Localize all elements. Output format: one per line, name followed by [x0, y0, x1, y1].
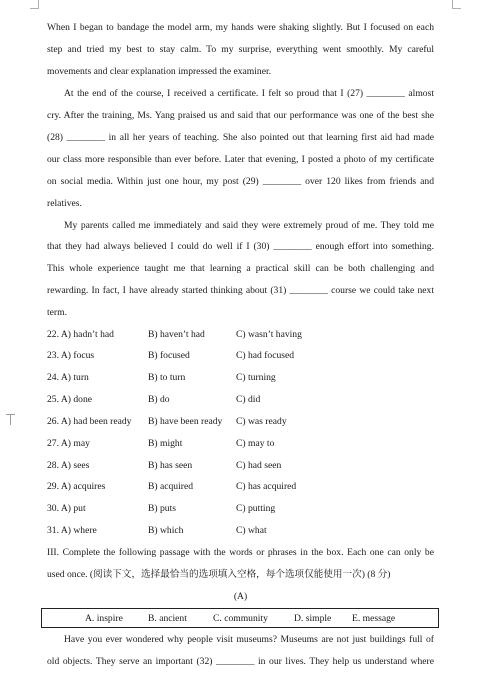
option-b[interactable]: B) to turn: [148, 372, 186, 383]
passage-line: our class more responsible than ever before. Later that evening, I posted a photo of my certificate: [47, 154, 434, 165]
passage-label: (A): [233, 591, 248, 602]
option-a[interactable]: 24. A) turn: [47, 372, 89, 383]
option-b[interactable]: B) puts: [148, 503, 176, 514]
passage-line: Have you ever wondered why people visit museums? Museums are not just buildings full of: [64, 634, 434, 645]
word-option[interactable]: B. ancient: [148, 613, 187, 624]
option-c[interactable]: C) what: [236, 525, 267, 536]
passage-line: on social media. Within just one hour, my post (29) ________ over 120 likes from friends and: [47, 176, 434, 187]
passage-line: old objects. They serve an important (32) ________ in our lives. They help us understand where: [47, 656, 434, 667]
option-b[interactable]: B) which: [148, 525, 184, 536]
margin-cross-icon: [6, 414, 16, 426]
word-option[interactable]: E. message: [352, 613, 396, 624]
option-b[interactable]: B) has seen: [148, 460, 193, 471]
passage-line: This whole experience taught me that learning a practical skill can be both challenging and: [47, 263, 434, 274]
section-instructions: III. Complete the following passage with the words or phrases in the box. Each one can only be: [47, 547, 434, 558]
option-b[interactable]: B) focused: [148, 350, 190, 361]
passage-line: At the end of the course, I received a certificate. I felt so proud that I (27) ________ almost: [64, 88, 434, 99]
option-b[interactable]: B) might: [148, 438, 183, 449]
option-c[interactable]: C) had focused: [236, 350, 295, 361]
word-option[interactable]: A. inspire: [85, 613, 123, 624]
option-b[interactable]: B) haven’t had: [148, 329, 205, 340]
passage-line: relatives.: [47, 198, 82, 209]
option-a[interactable]: 29. A) acquires: [47, 481, 106, 492]
passage-line: movements and clear explanation impressed the examiner.: [47, 66, 272, 77]
option-c[interactable]: C) has acquired: [236, 481, 297, 492]
option-c[interactable]: C) may to: [236, 438, 275, 449]
corner-mark-right: [452, 0, 461, 9]
option-a[interactable]: 28. A) sees: [47, 460, 90, 471]
option-c[interactable]: C) putting: [236, 503, 276, 514]
passage-line: rewarding. In fact, I have already started thinking about (31) ________ course we could take next: [47, 285, 434, 296]
section-instructions: used once. (阅读下文，选择最恰当的选项填入空格，每个选项仅能使用一次) (8 分): [47, 569, 391, 580]
word-option[interactable]: D. simple: [294, 613, 332, 624]
option-a[interactable]: 27. A) may: [47, 438, 90, 449]
passage-line: (28) ________ in all her years of teaching. She also pointed out that learning first aid had made: [47, 132, 434, 143]
option-b[interactable]: B) acquired: [148, 481, 194, 492]
option-a[interactable]: 31. A) where: [47, 525, 97, 536]
passage-line: step and tried my best to stay calm. To my surprise, everything went smoothly. My careful: [47, 44, 434, 55]
corner-mark-left: [30, 0, 39, 9]
option-a[interactable]: 23. A) focus: [47, 350, 95, 361]
passage-line: term.: [47, 307, 67, 318]
option-a[interactable]: 22. A) hadn’t had: [47, 329, 114, 340]
option-c[interactable]: C) had seen: [236, 460, 282, 471]
word-bank-box: [41, 608, 439, 628]
option-b[interactable]: B) have been ready: [148, 416, 223, 427]
option-b[interactable]: B) do: [148, 394, 170, 405]
option-a[interactable]: 30. A) put: [47, 503, 86, 514]
option-a[interactable]: 26. A) had been ready: [47, 416, 132, 427]
passage-line: that they had always believed I could do well if I (30) ________ enough effort into something.: [47, 241, 434, 252]
option-c[interactable]: C) wasn’t having: [236, 329, 302, 340]
option-c[interactable]: C) did: [236, 394, 261, 405]
passage-line: cry. After the training, Ms. Yang praised us and said that our performance was one of the best she: [47, 110, 434, 121]
option-c[interactable]: C) turning: [236, 372, 276, 383]
passage-line: When I began to bandage the model arm, my hands were shaking slightly. But I focused on each: [47, 22, 434, 33]
word-option[interactable]: C. community: [213, 613, 268, 624]
option-c[interactable]: C) was ready: [236, 416, 287, 427]
passage-line: My parents called me immediately and said they were extremely proud of me. They told me: [64, 220, 434, 231]
option-a[interactable]: 25. A) done: [47, 394, 93, 405]
